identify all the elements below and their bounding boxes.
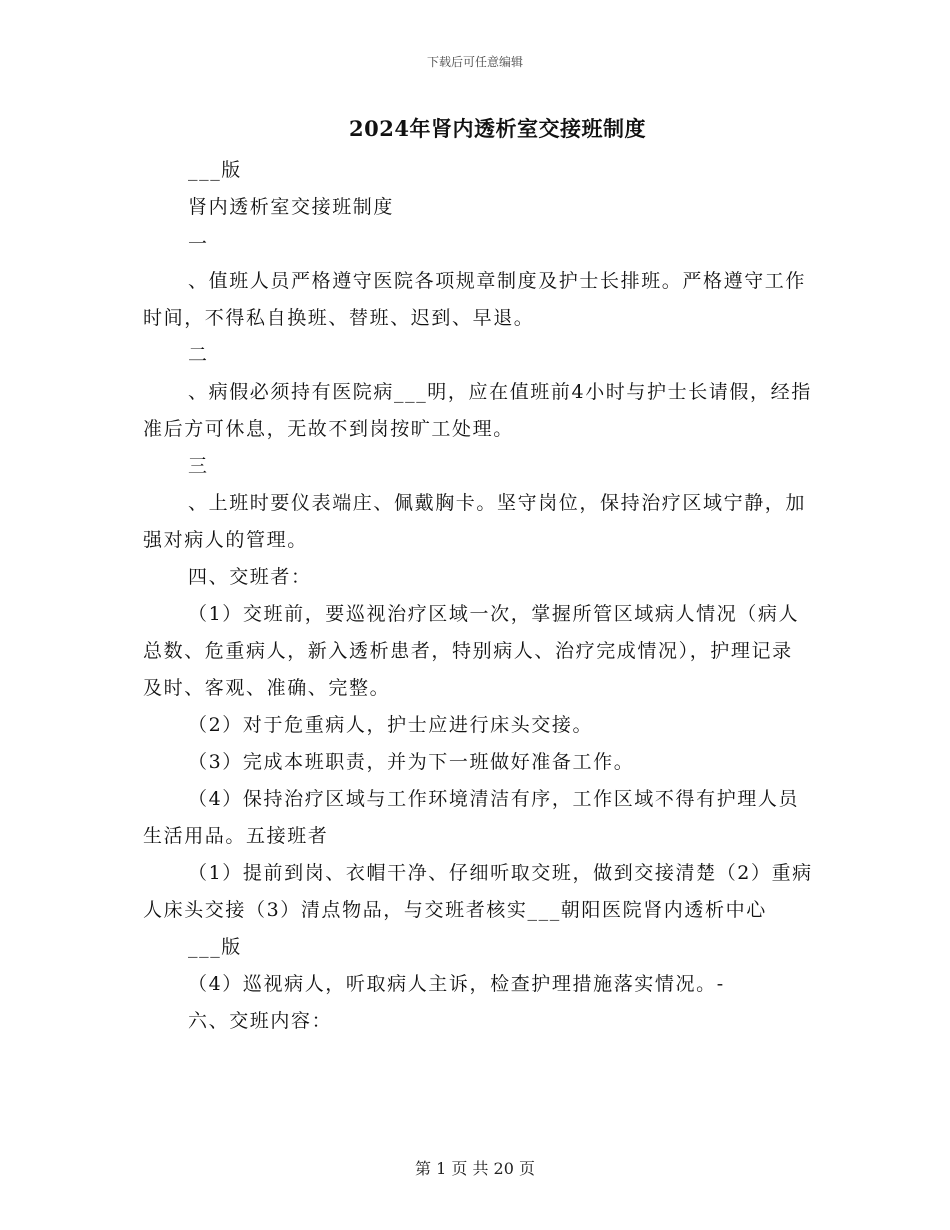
- paragraph: （3）完成本班职责，并为下一班做好准备工作。: [188, 751, 635, 773]
- document-title: 2024年肾内透析室交接班制度: [349, 116, 646, 141]
- paragraph: 三: [188, 455, 209, 477]
- paragraph: 四、交班者：: [188, 566, 312, 588]
- paragraph: 、上班时要仪表端庄、佩戴胸卡。坚守岗位，保持治疗区域宁静，加强对病人的管理。: [143, 492, 807, 551]
- paragraph: （1）交班前，要巡视治疗区域一次，掌握所管区域病人情况（病人总数、危重病人，新入透析患者，特别病人、治疗完成情况），护理记录及时、客观、准确、完整。: [143, 603, 800, 699]
- paragraph: 肾内透析室交接班制度: [188, 196, 395, 218]
- header-note: 下载后可任意编辑: [426, 55, 523, 69]
- paragraph: （4）保持治疗区域与工作环境清洁有序，工作区域不得有护理人员生活用品。五接班者: [143, 788, 800, 847]
- page-number: 第 1 页 共 20 页: [415, 1159, 535, 1178]
- paragraph: 、值班人员严格遵守医院各项规章制度及护士长排班。严格遵守工作时间，不得私自换班、替班、迟到、早退。: [143, 270, 807, 329]
- document-body: [143, 152, 813, 1040]
- paragraph: 一: [188, 233, 209, 255]
- paragraph: （2）对于危重病人，护士应进行床头交接。: [188, 714, 594, 736]
- paragraph: 六、交班内容：: [188, 1010, 333, 1032]
- paragraph: （4）巡视病人，听取病人主诉，检查护理措施落实情况。-: [188, 973, 725, 995]
- paragraph: （1）提前到岗、衣帽干净、仔细听取交班，做到交接清楚（2）重病人床头交接（3）清点物品，与交班者核实___朝阳医院肾内透析中心: [143, 862, 813, 921]
- paragraph: ___版: [188, 936, 242, 958]
- paragraph: 、病假必须持有医院病___明，应在值班前4小时与护士长请假，经指准后方可休息，无故不到岗按旷工处理。: [143, 381, 812, 440]
- paragraph: 二: [188, 344, 209, 366]
- paragraph: ___版: [188, 159, 242, 181]
